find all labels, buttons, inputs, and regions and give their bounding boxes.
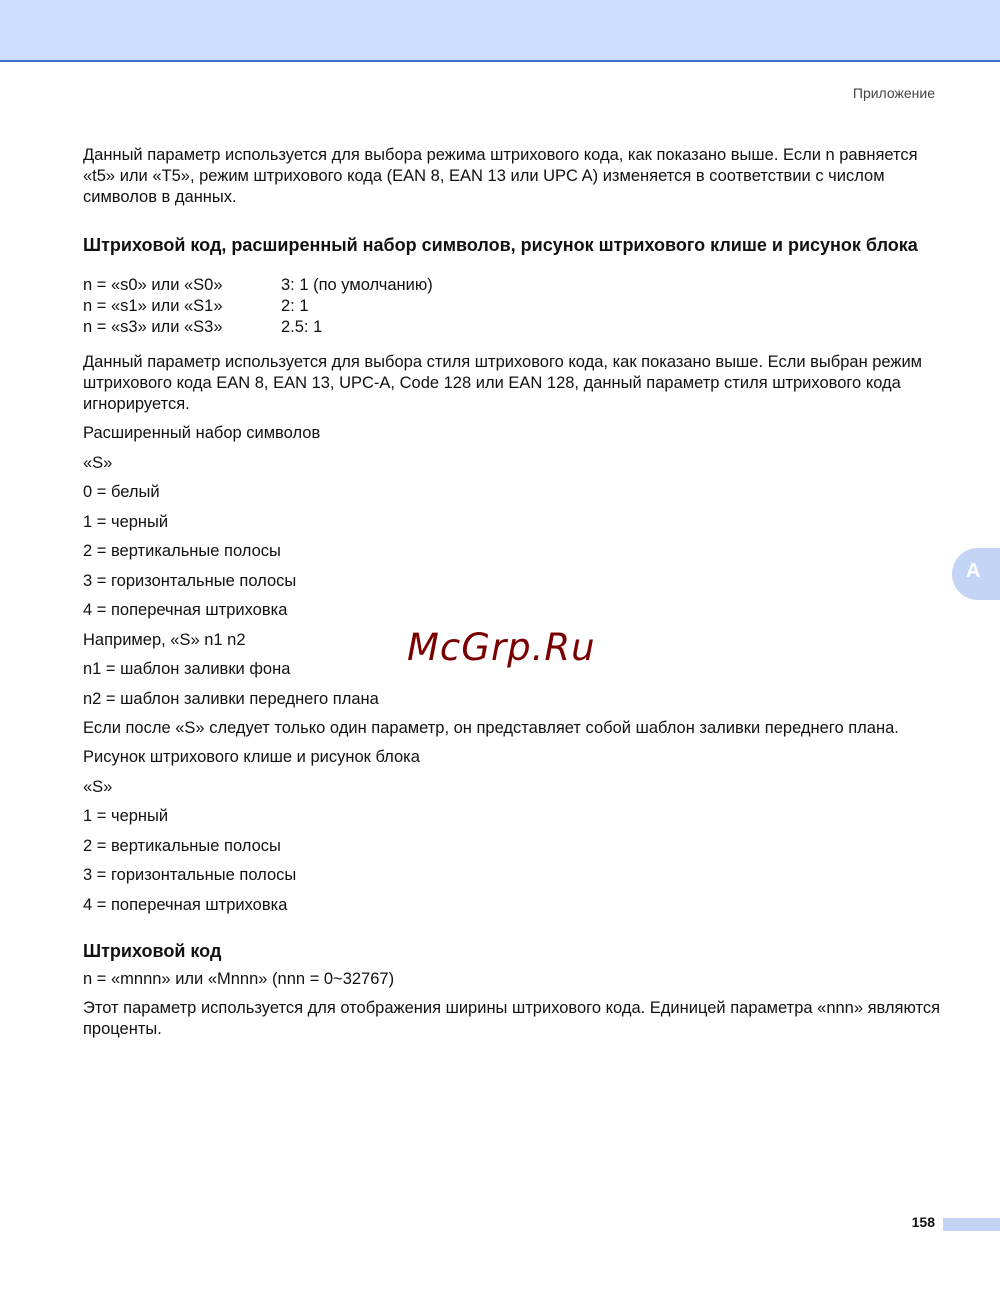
list-item: 4 = поперечная штриховка [83, 895, 288, 914]
appendix-tab-letter: A [966, 560, 981, 582]
width-syntax: n = «mnnn» или «Mnnn» (nnn = 0~32767) [83, 969, 395, 988]
header-band [0, 0, 1000, 60]
watermark-logo: McGrp.Ru [407, 626, 596, 669]
list-item: 2 = вертикальные полосы [83, 836, 281, 855]
section2-heading: Штриховой код [83, 940, 222, 961]
list-item: «S» [83, 453, 113, 472]
page-number: 158 [911, 1214, 935, 1230]
list-item: 4 = поперечная штриховка [83, 601, 288, 619]
section-title: Приложение [852, 85, 935, 101]
option-value: 3: 1 (по умолчанию) [281, 276, 433, 294]
option-key: n = «s1» или «S1» [83, 297, 223, 315]
pattern-title: Рисунок штрихового клише и рисунок блока [83, 748, 420, 766]
header-rule [0, 60, 1000, 62]
list-item: 3 = горизонтальные полосы [83, 571, 297, 590]
list-item: 3 = горизонтальные полосы [83, 866, 297, 884]
list-item: 1 = черный [83, 807, 169, 825]
list-item: 0 = белый [83, 483, 160, 501]
section1-heading: Штриховой код, расширенный набор символов, рисунок штрихового клише и рисунок блока [83, 235, 918, 255]
list-item: 1 = черный [83, 512, 169, 531]
option-key: n = «s0» или «S0» [83, 276, 223, 294]
single-param-note: Если после «S» следует только один параметр, он представляет собой шаблон заливки переднего плана. [83, 719, 899, 737]
option-value: 2.5: 1 [281, 318, 323, 336]
list-item: n2 = шаблон заливки переднего плана [83, 689, 379, 708]
option-row [83, 296, 943, 317]
page-content [83, 145, 943, 1048]
list-item: «S» [83, 777, 113, 796]
option-value: 2: 1 [281, 297, 309, 315]
option-row [83, 275, 943, 296]
list-item: 2 = вертикальные полосы [83, 542, 281, 560]
width-description: Этот параметр используется для отображения ширины штрихового кода. Единицей параметра «nnn» являются проценты. [83, 998, 941, 1038]
style-description: Данный параметр используется для выбора стиля штрихового кода, как показано выше. Если выбран режим штрихового кода EAN 8, EAN 13, UPC-A, Code 128 или EAN 128, данный параметр стиля штрихового кода игнорируется. [83, 353, 923, 413]
page-number-bar [943, 1218, 1000, 1231]
intro-paragraph: Данный параметр используется для выбора режима штрихового кода, как показано выше. Если n равняется «t5» или «T5», режим штрихового кода (EAN 8, EAN 13 или UPC A) изменяется в соответствии с числом символов в данных. [83, 146, 918, 206]
option-row [83, 317, 943, 338]
list-item: n1 = шаблон заливки фона [83, 660, 291, 678]
extended-title: Расширенный набор символов [83, 424, 321, 442]
list-item: Например, «S» n1 n2 [83, 630, 246, 649]
option-key: n = «s3» или «S3» [83, 318, 223, 336]
ratio-options [83, 275, 943, 338]
